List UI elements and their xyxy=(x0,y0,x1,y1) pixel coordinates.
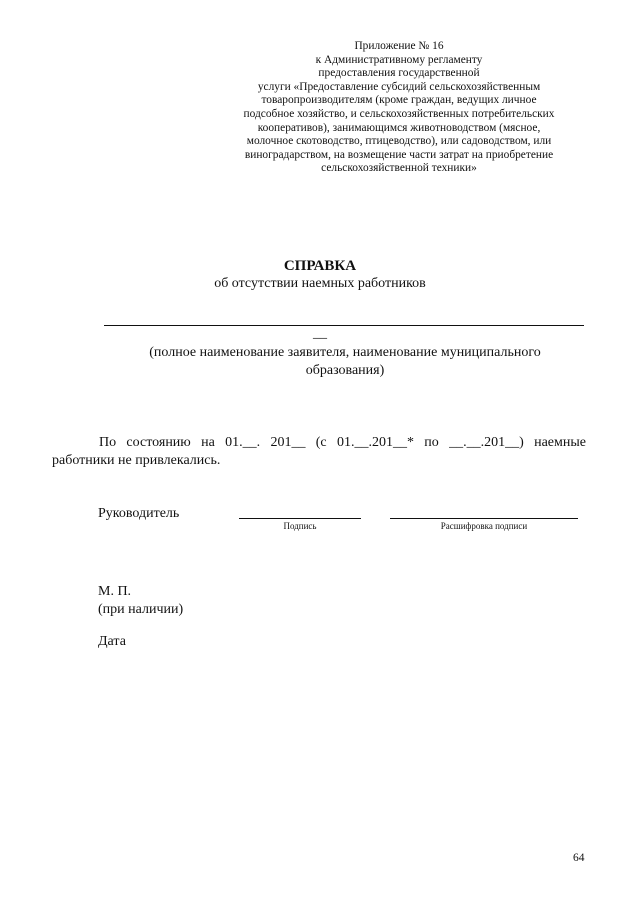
signature-line xyxy=(239,518,361,519)
appendix-line: Приложение № 16 xyxy=(354,40,444,52)
date-label: Дата xyxy=(98,634,126,649)
applicant-caption-line: образования) xyxy=(305,363,385,378)
applicant-caption xyxy=(100,344,590,380)
signature-decode-line xyxy=(390,518,578,519)
appendix-line: услуги «Предоставление субсидий сельскохозяйственным xyxy=(257,80,541,93)
document-subtitle: об отсутствии наемных работников xyxy=(214,276,426,291)
appendix-line: виноградарством, на возмещение части затрат на приобретение xyxy=(244,148,554,161)
statement-paragraph xyxy=(52,434,586,470)
appendix-line: сельскохозяйственной техники» xyxy=(321,162,477,175)
appendix-line: кооперативов), занимающимся животноводством (мясное, xyxy=(257,121,541,134)
signature-caption: Подпись xyxy=(283,521,317,531)
statement-line: По состоянию на 01.__. 201__ (с 01.__.201__* по __.__.201__) наемные xyxy=(99,435,586,450)
appendix-line: молочное скотоводство, птицеводство), или садоводством, или xyxy=(246,135,552,148)
stamp-label: М. П. xyxy=(98,584,132,599)
appendix-line: подсобное хозяйство, и сельскохозяйственных потребительских xyxy=(243,107,555,120)
appendix-line: предоставления государственной xyxy=(318,67,480,80)
applicant-name-line xyxy=(104,325,584,326)
applicant-line-tail: __ xyxy=(313,326,327,341)
document-title: СПРАВКА xyxy=(283,258,357,274)
statement-line: работники не привлекались. xyxy=(52,453,221,468)
appendix-header xyxy=(214,40,584,176)
appendix-line: товаропроизводителям (кроме граждан, ведущих личное xyxy=(261,94,537,107)
page-number: 64 xyxy=(573,852,585,864)
appendix-line: к Административному регламенту xyxy=(315,53,483,66)
stamp-note: (при наличии) xyxy=(98,602,184,617)
signature-decode-caption: Расшифровка подписи xyxy=(440,521,528,531)
signatory-role: Руководитель xyxy=(98,506,180,521)
applicant-caption-line: (полное наименование заявителя, наименование муниципального xyxy=(149,345,541,360)
